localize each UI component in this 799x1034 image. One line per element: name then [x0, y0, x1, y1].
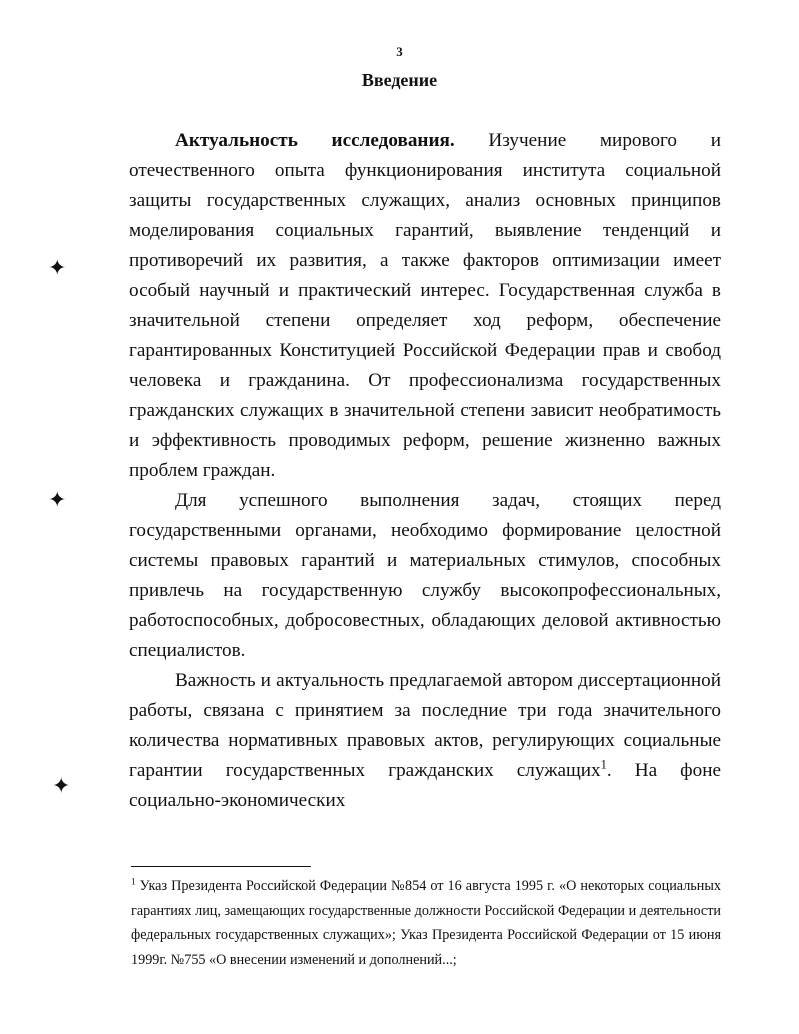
footnote-text — [131, 874, 721, 972]
footnote-number: 1 — [131, 876, 136, 887]
footnote-reference: 1 — [600, 757, 607, 772]
scan-blot-icon: ✦ — [52, 774, 71, 799]
body-text — [129, 126, 721, 816]
paragraph-importance — [129, 666, 721, 816]
paragraph-text: . На фоне социально-экономических — [129, 760, 721, 811]
footnote-separator — [131, 866, 311, 867]
paragraph-text: Для успешного выполнения задач, стоящих перед государственными органами, необходимо формирование целостной системы правовых гарантий и материальных стимулов, способных привлечь на государственную службу высокопрофессиональных, работоспособных, добросовестных, обладающих деловой активностью специалистов. — [129, 490, 721, 661]
scan-blot-icon: ✦ — [48, 488, 67, 513]
scan-blot-icon: ✦ — [48, 256, 67, 281]
footnote — [131, 874, 721, 972]
paragraph-text: Изучение мирового и отечественного опыта функционирования института социальной защиты государственных служащих, анализ основных принципов моделирования социальных гарантий, выявление тенденций и противоречий их развития, а также факторов оптимизации имеет особый научный и практический интерес. Государственная служба в значительной степени определяет ход реформ, обеспечение гарантированных Конституцией Российской Федерации прав и свобод человека и гражданина. От профессионализма государственных гражданских служащих в значительной степени зависит необратимость и эффективность проводимых реформ, решение жизненно важных проблем граждан. — [129, 130, 721, 481]
footnote-body: Указ Президента Российской Федерации №854 от 16 августа 1995 г. «О некоторых социальных гарантиях лиц, замещающих государственные должности Российской Федерации и деятельности федеральных государственных служащих»; Указ Президента Российской Федерации от 15 июня 1999г. №755 «О внесении изменений и дополнений...; — [131, 878, 721, 968]
paragraph-tasks — [129, 486, 721, 666]
page-number: 3 — [396, 44, 403, 59]
paragraph-relevance — [129, 126, 721, 486]
paragraph-lead: Актуальность исследования. — [175, 130, 455, 151]
page-title: Введение — [361, 70, 438, 90]
paragraph-text: Важность и актуальность предлагаемой автором диссертационной работы, связана с принятием за последние три года значительного количества нормативных правовых актов, регулирующих социальные гарантии государственных гражданских служащих — [129, 670, 721, 781]
